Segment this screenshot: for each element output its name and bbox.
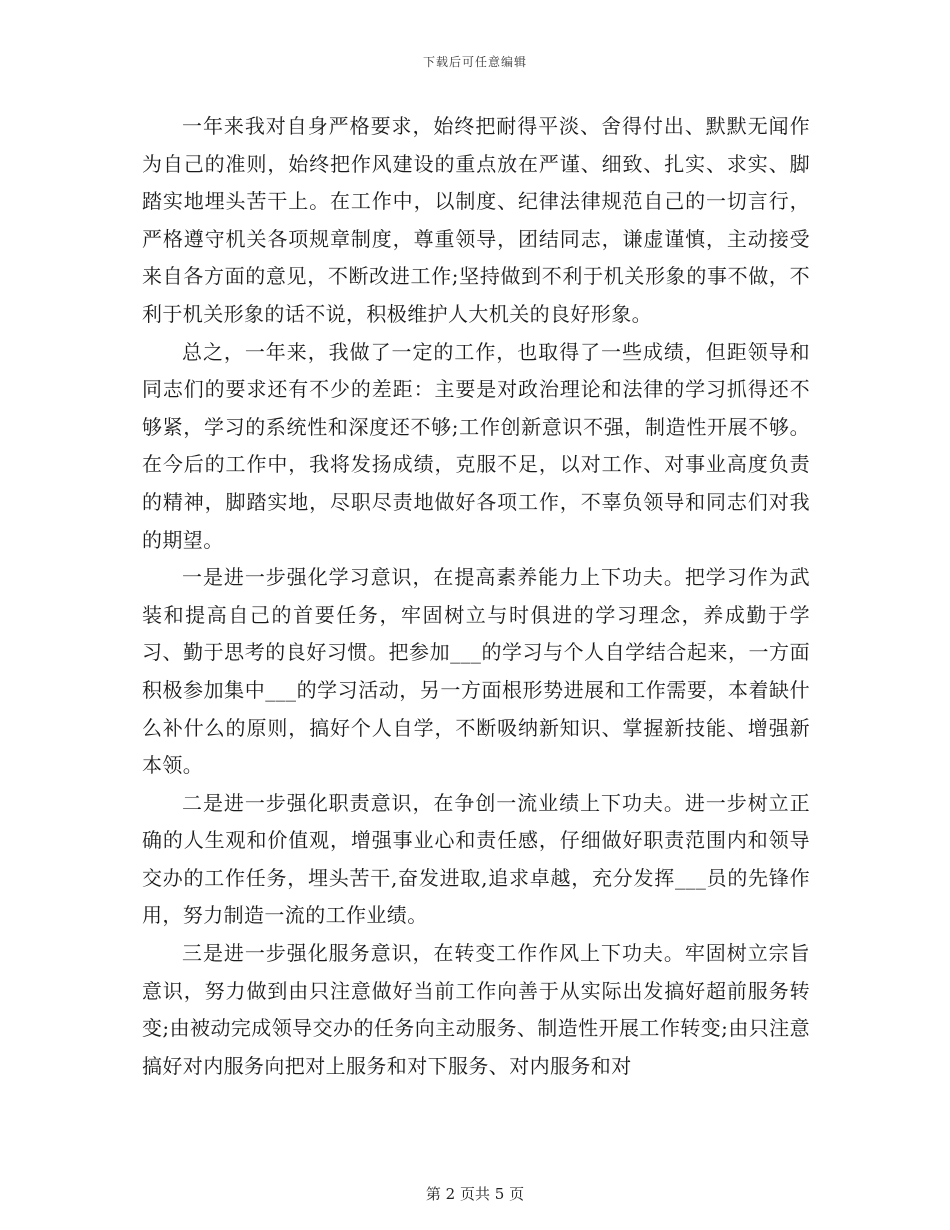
- paragraph-2: 总之，一年来，我做了一定的工作，也取得了一些成绩，但距领导和同志们的要求还有不少的差距：主要是对政治理论和法律的学习抓得还不够紧，学习的系统性和深度还不够;工作创新意识不强，制造性开展不够。在今后的工作中，我将发扬成绩，克服不足，以对工作、对事业高度负责的精神，脚踏实地，尽职尽责地做好各项工作，不辜负领导和同志们对我的期望。: [142, 339, 810, 552]
- page-header: 下载后可任意编辑: [422, 55, 527, 69]
- page-footer: 第 2 页共 5 页: [425, 1185, 525, 1203]
- document-body: [142, 108, 810, 1085]
- paragraph-1: 一年来我对自身严格要求，始终把耐得平淡、舍得付出、默默无闻作为自己的准则，始终把作风建设的重点放在严谨、细致、扎实、求实、脚踏实地埋头苦干上。在工作中，以制度、纪律法律规范自己的一切言行，严格遵守机关各项规章制度，尊重领导，团结同志，谦虚谨慎，主动接受来自各方面的意见，不断改进工作;坚持做到不利于机关形象的事不做，不利于机关形象的话不说，积极维护人大机关的良好形象。: [142, 114, 810, 326]
- paragraph-5: 三是进一步强化服务意识，在转变工作作风上下功夫。牢固树立宗旨意识，努力做到由只注意做好当前工作向善于从实际出发搞好超前服务转变;由被动完成领导交办的任务向主动服务、制造性开展工作转变;由只注意搞好对内服务向把对上服务和对下服务、对内服务和对: [142, 941, 810, 1078]
- paragraph-3: 一是进一步强化学习意识，在提高素养能力上下功夫。把学习作为武装和提高自己的首要任务，牢固树立与时俱进的学习理念，养成勤于学习、勤于思考的良好习惯。把参加___的学习与个人自学结合起来，一方面积极参加集中___的学习活动，另一方面根形势进展和工作需要，本着缺什么补什么的原则，搞好个人自学，不断吸纳新知识、掌握新技能、增强新本领。: [142, 565, 810, 778]
- paragraph-4: 二是进一步强化职责意识，在争创一流业绩上下功夫。进一步树立正确的人生观和价值观，增强事业心和责任感，仔细做好职责范围内和领导交办的工作任务，埋头苦干,奋发进取,追求卓越，充分发挥___员的先锋作用，努力制造一流的工作业绩。: [142, 790, 810, 928]
